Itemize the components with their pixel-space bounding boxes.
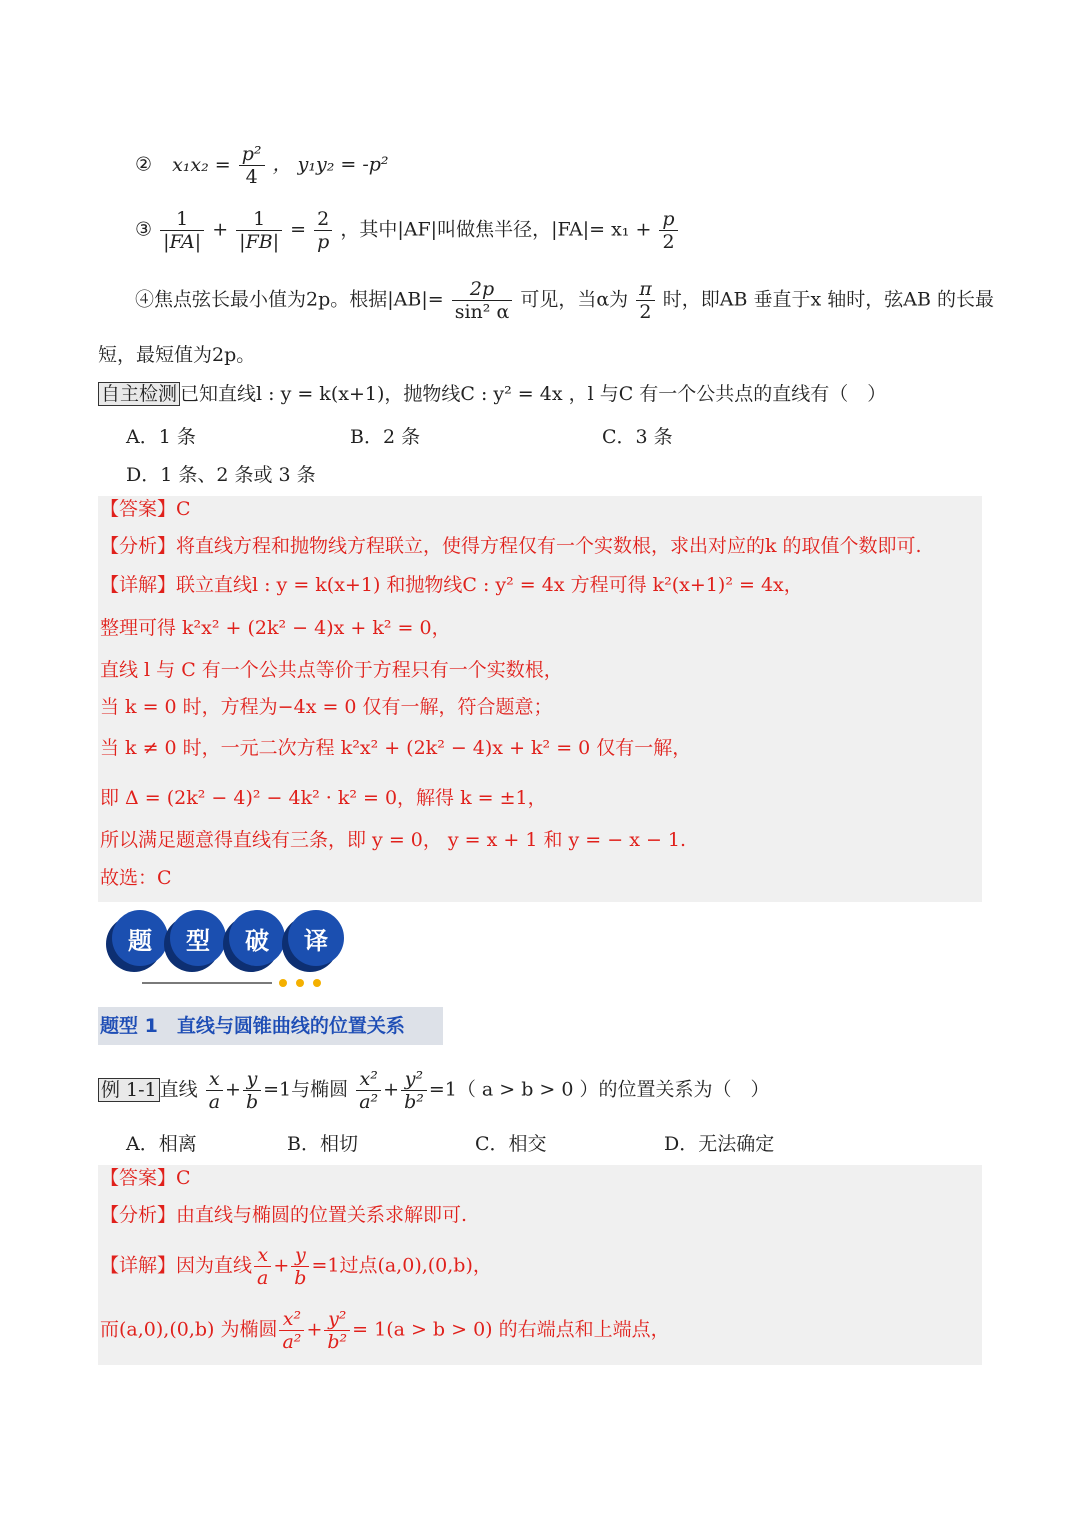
answer-2: 【答案】C bbox=[100, 1167, 191, 1189]
detail-1-line-4: 当 k = 0 时，方程为−4x = 0 仅有一解，符合题意； bbox=[100, 696, 553, 718]
section-heading: 题型 1 直线与圆锥曲线的位置关系 bbox=[98, 1007, 443, 1045]
self-check-question bbox=[98, 380, 886, 408]
detail-2-plus-2: + bbox=[306, 1318, 323, 1341]
detail-2-fraction-y2: $\frac{\text{y²}}{\text{b²}}$ bbox=[324, 1308, 350, 1353]
example-fraction-x2: $\frac{\text{x²}}{\text{a²}}$ bbox=[356, 1068, 381, 1113]
example-tag: 例 1-1 bbox=[98, 1078, 160, 1102]
choice-a: A．1 条 bbox=[126, 426, 196, 448]
detail-2-plus: + bbox=[273, 1254, 290, 1277]
detail-1: 【详解】联立直线l : y = k(x+1) 和抛物线C : y² = 4x 方程可得 k²(x+1)² = 4x， bbox=[100, 574, 803, 596]
banner-dot-2 bbox=[296, 979, 304, 987]
detail-2-line-2 bbox=[100, 1308, 670, 1353]
self-check-tag: 自主检测 bbox=[98, 382, 180, 406]
banner-dot-3 bbox=[313, 979, 321, 987]
example-plus: + bbox=[225, 1078, 241, 1101]
detail-1-line-7: 所以满足题意得直线有三条，即 y = 0， y = x + 1 和 y = − x − 1. bbox=[100, 829, 687, 851]
detail-1-line-2: 整理可得 k²x² + (2k² − 4)x + k² = 0， bbox=[100, 617, 451, 639]
choice-c: C．3 条 bbox=[602, 426, 673, 448]
detail-1-line-3: 直线 l 与 C 有一个公共点等价于方程只有一个实数根， bbox=[100, 659, 563, 681]
item-2-rest: ， y₁y₂ = -p² bbox=[272, 153, 389, 176]
detail-1-line-5: 当 k ≠ 0 时，一元二次方程 k²x² + (2k² − 4)x + k² = 0 仅有一解， bbox=[100, 737, 692, 759]
item-4 bbox=[135, 278, 994, 323]
item-3-fraction-2p: $\frac{2}{p}$ bbox=[314, 208, 332, 253]
detail-2-text: 【详解】因为直线 bbox=[100, 1254, 253, 1277]
banner-badge-2: 型 bbox=[170, 910, 226, 966]
item-4-continued: 短，最短值为2p。 bbox=[98, 344, 256, 366]
example-fraction-x: $\frac{x}{a}$ bbox=[206, 1068, 223, 1113]
item-3-plus: + bbox=[212, 218, 229, 241]
detail-2-line-2-rest: = 1(a > b > 0) 的右端点和上端点， bbox=[352, 1318, 670, 1341]
detail-1-line-6: 即 Δ = (2k² − 4)² − 4k² · k² = 0，解得 k = ±1， bbox=[100, 787, 547, 809]
detail-2-fraction-y: $\frac{y}{b}$ bbox=[291, 1244, 309, 1289]
example-fraction-y2: $\frac{\text{y²}}{\text{b²}}$ bbox=[401, 1068, 427, 1113]
item-3-fraction-fb: $\frac{1}{|FB|}$ bbox=[236, 208, 282, 253]
example-choice-d: D．无法确定 bbox=[664, 1133, 775, 1155]
detail-2-fraction-x2: $\frac{\text{x²}}{\text{a²}}$ bbox=[279, 1308, 304, 1353]
item-3-text: ，其中|AF|叫做焦半径，|FA|= x₁ + bbox=[340, 218, 652, 241]
banner-underline bbox=[142, 982, 272, 984]
detail-2-line-2-text: 而(a,0),(0,b) 为椭圆 bbox=[100, 1318, 278, 1341]
example-fraction-y: $\frac{y}{b}$ bbox=[243, 1068, 261, 1113]
item-3-eq: = bbox=[290, 218, 307, 241]
example-choice-a: A．相离 bbox=[126, 1133, 197, 1155]
item-2-fraction: $\frac{\text{p²}}{4}$ bbox=[239, 143, 265, 188]
analysis-1: 【分析】将直线方程和抛物线方程联立，使得方程仅有一个实数根，求出对应的k 的取值个数即可. bbox=[100, 535, 922, 557]
example-choice-c: C．相交 bbox=[475, 1133, 547, 1155]
item-2 bbox=[135, 143, 389, 188]
item-2-lhs: x₁x₂ = bbox=[172, 153, 231, 176]
item-4-text1: ④焦点弦长最小值为2p。根据|AB|= bbox=[135, 288, 444, 311]
banner-dot-1 bbox=[279, 979, 287, 987]
banner-badge-1: 题 bbox=[112, 910, 168, 966]
example-plus-2: + bbox=[383, 1078, 400, 1101]
example-question bbox=[98, 1068, 770, 1113]
detail-2-fraction-x: $\frac{x}{a}$ bbox=[254, 1244, 271, 1289]
banner-badge-3: 破 bbox=[229, 910, 285, 966]
item-4-fraction-pi: $\frac{\pi}{2}$ bbox=[636, 278, 655, 323]
detail-2-rest: =1过点(a,0),(0,b)， bbox=[311, 1254, 492, 1277]
item-3-marker: ③ bbox=[135, 218, 153, 241]
banner-badge-4: 译 bbox=[288, 910, 344, 966]
example-text-2: =1与椭圆 bbox=[263, 1078, 349, 1101]
self-check-text: 已知直线l : y = k(x+1)，抛物线C : y² = 4x ，l 与C 有一个公共点的直线有（ ） bbox=[180, 383, 887, 405]
example-text-1: 直线 bbox=[159, 1078, 198, 1101]
example-text-3: =1（ a > b > 0 ）的位置关系为（ ） bbox=[428, 1078, 770, 1101]
item-3-fraction-p2: $\frac{p}{2}$ bbox=[659, 208, 677, 253]
item-4-fraction-ab: $\frac{2p}{\text{sin² α}}$ bbox=[452, 278, 513, 323]
item-4-text3: 时，即AB 垂直于x 轴时，弦AB 的长最 bbox=[662, 288, 994, 311]
example-choice-b: B．相切 bbox=[287, 1133, 358, 1155]
answer-1: 【答案】C bbox=[100, 498, 191, 520]
item-3-fraction-fa: $\frac{1}{|FA|}$ bbox=[160, 208, 204, 253]
detail-2 bbox=[100, 1244, 492, 1289]
analysis-2: 【分析】由直线与椭圆的位置关系求解即可. bbox=[100, 1204, 468, 1226]
item-2-marker: ② bbox=[135, 153, 153, 176]
choice-b: B．2 条 bbox=[350, 426, 421, 448]
item-3 bbox=[135, 208, 680, 253]
detail-1-line-8: 故选：C bbox=[100, 867, 172, 889]
choice-d: D．1 条、2 条或 3 条 bbox=[126, 464, 316, 486]
item-4-text2: 可见，当α为 bbox=[520, 288, 629, 311]
